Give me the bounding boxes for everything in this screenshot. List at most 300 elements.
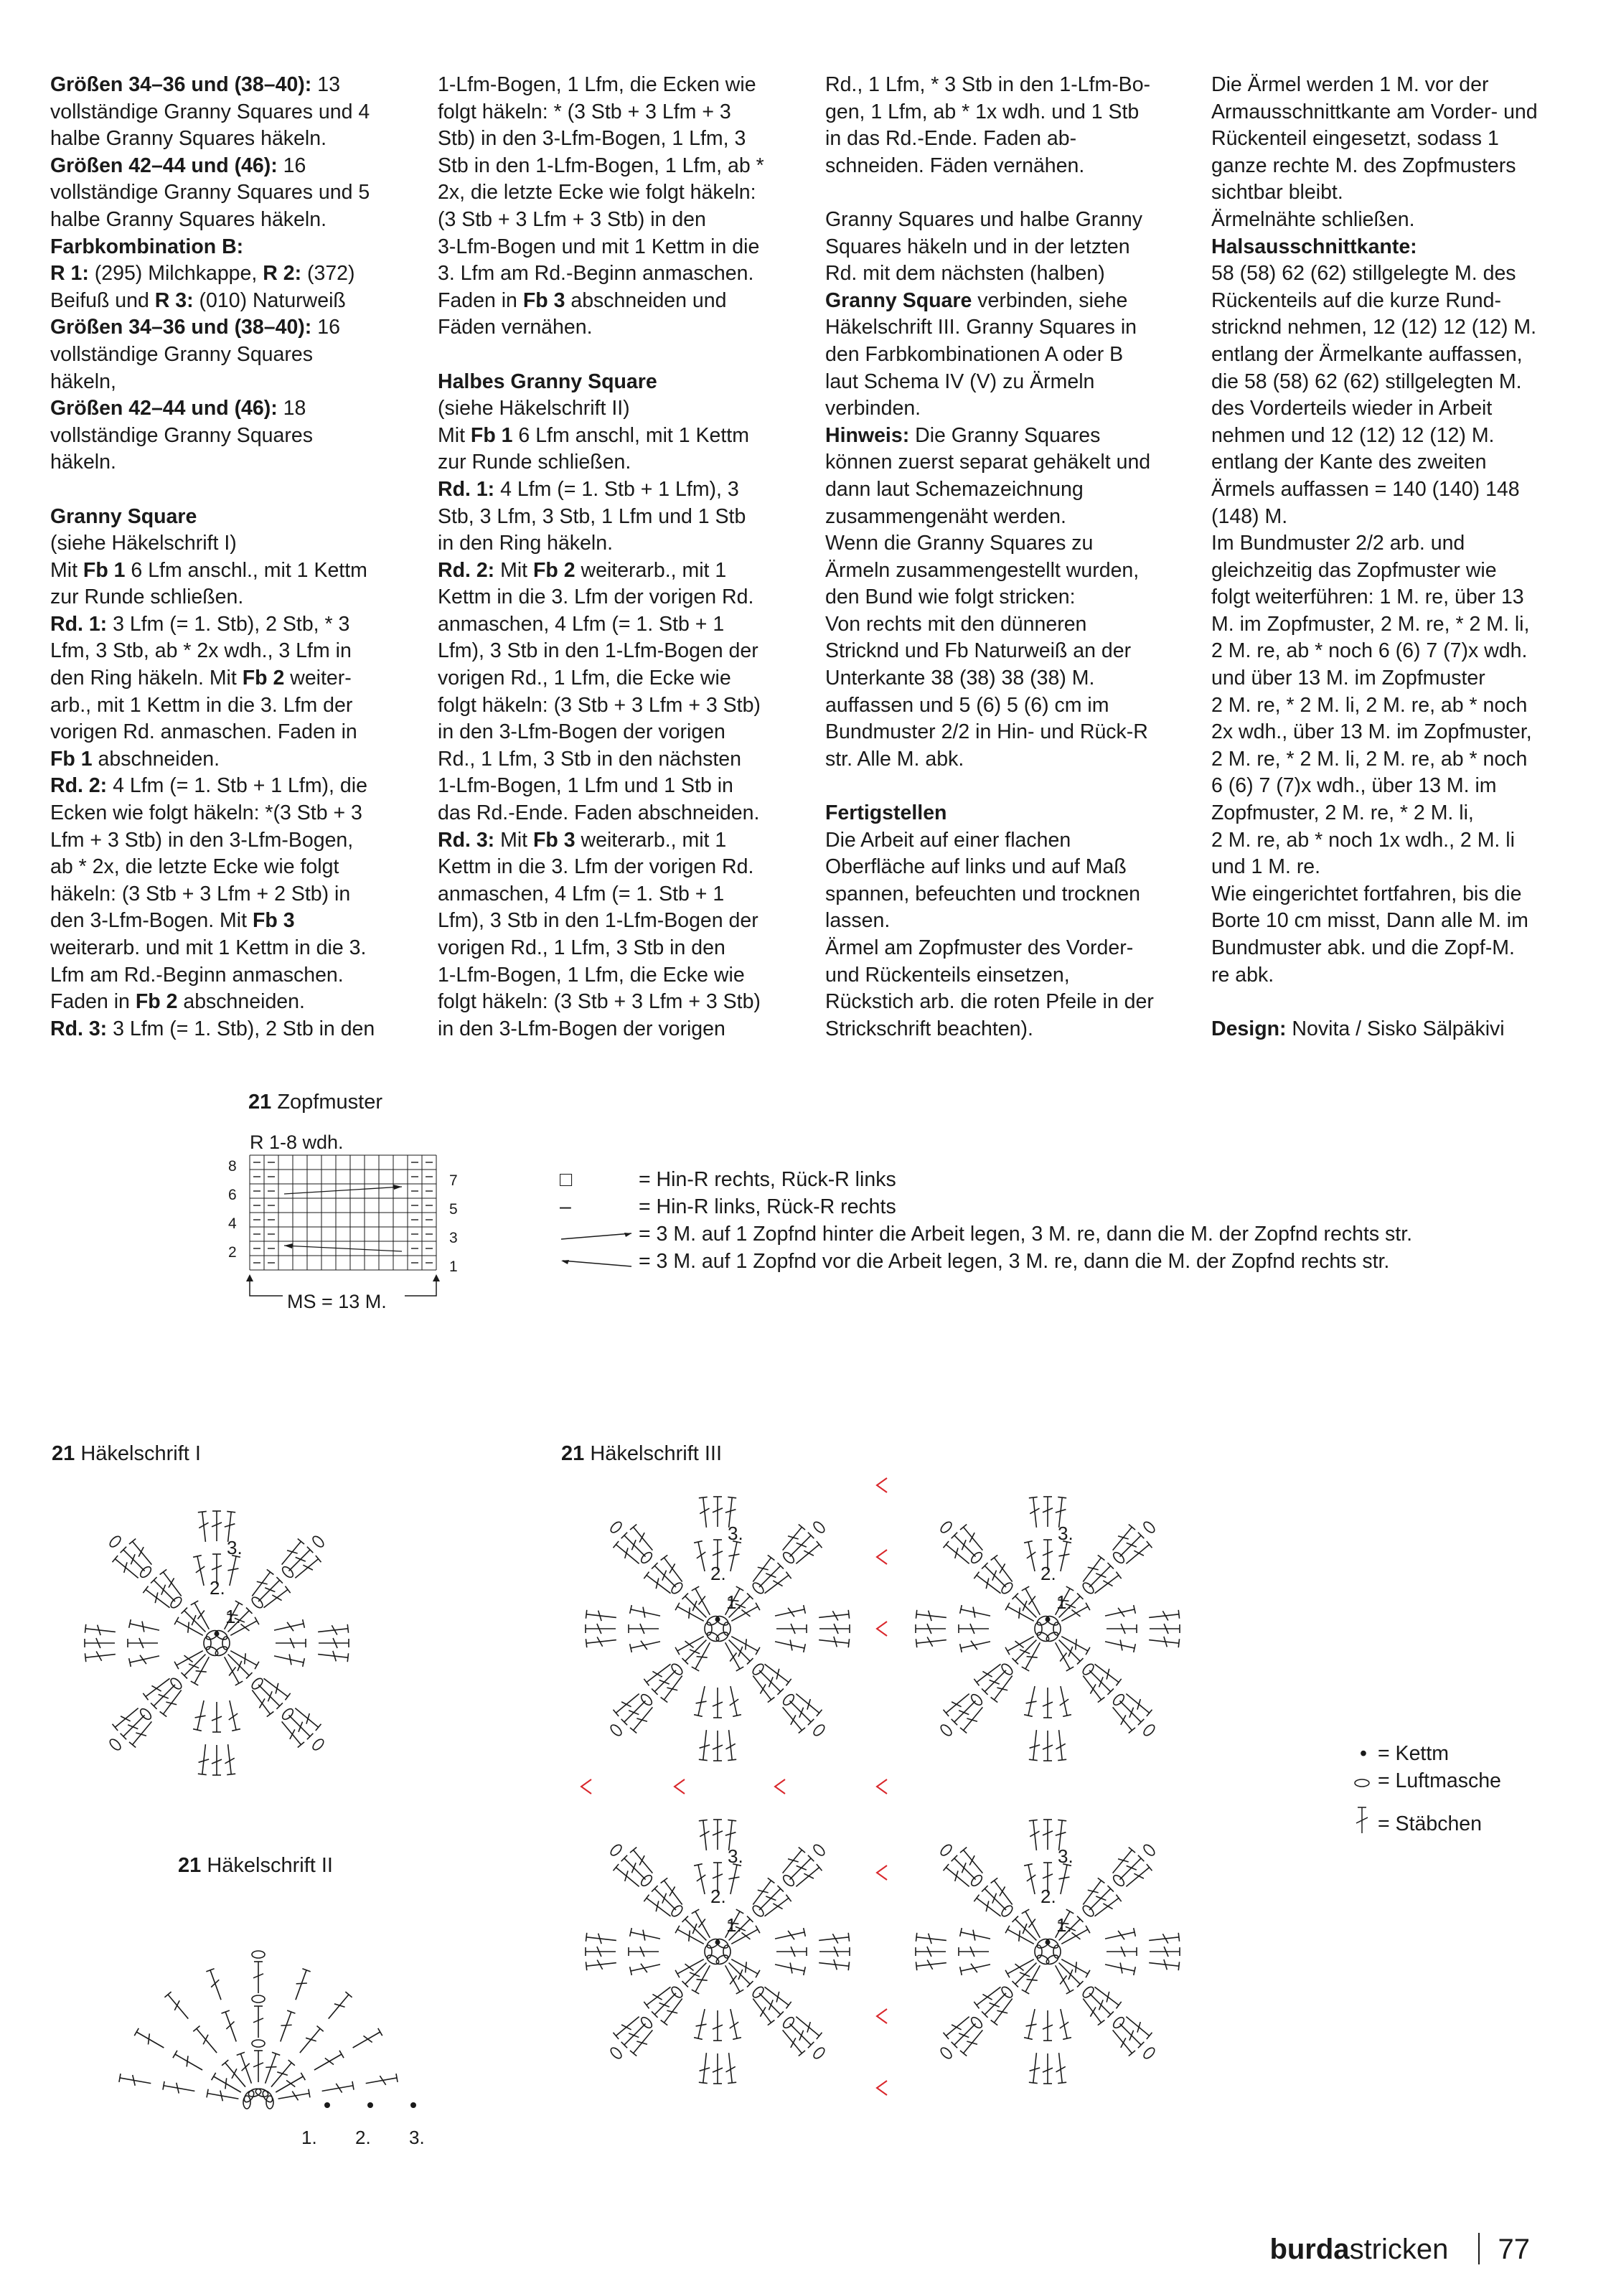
stitch-stb-bar — [685, 1641, 694, 1647]
stitch-stb-top — [227, 1511, 235, 1512]
stitch-stb — [228, 1744, 232, 1774]
stitch-stb-bar — [232, 2069, 237, 2079]
stitch-stb-bar — [766, 1896, 776, 1901]
stitch-stb-bar — [730, 1975, 736, 1984]
stitch-stb — [274, 1656, 304, 1662]
paragraph: Granny Squares und halbe Granny Squares häkeln und in der letzten Rd. mit dem nächsten (halben) Granny Square verbinden, siehe Häkelschrift III. Granny Squares in den Farbkombinationen A oder B laut Schema IV (V) zu Ärmeln verbinden. — [825, 207, 1143, 420]
stitch-stb-bar — [807, 2022, 810, 2033]
stitch-stb-bar — [690, 1650, 700, 1654]
stitch-stb-bar — [225, 2078, 227, 2089]
stitch-stb-bar — [1096, 1896, 1106, 1901]
stitch-stb — [1061, 1959, 1088, 1974]
stitch-ch — [311, 1535, 326, 1549]
stitch-stb-bar — [192, 1615, 196, 1625]
stitch-stb-bar — [1015, 1641, 1024, 1647]
paragraph: Größen 42–44 und (46): 16 vollständige Granny Squares und 5 halbe Granny Squares häkeln. — [50, 154, 370, 231]
stitch-stb-bar — [769, 1677, 773, 1687]
stitch-stb — [197, 2028, 217, 2053]
stitch-stb — [1007, 1637, 1034, 1651]
stitch-stb — [677, 1959, 704, 1974]
stitch-stb — [731, 1865, 737, 1894]
stitch-stb — [197, 1700, 204, 1730]
stitch-stb-top — [675, 1970, 680, 1977]
stitch-stb-top — [1066, 1909, 1074, 1914]
paragraph: 1-Lfm-Bogen, 1 Lfm, die Ecken wie folgt häkeln: * (3 Stb + 3 Lfm + 3 Stb) in den 3-Lfm-Bogen, 1 Lfm, 3 Stb in den 1-Lfm-Bogen, 1 Lfm, ab * 2x, die letzte Ecke wie folgt häkeln: (3 Stb + 3 Lfm + 3 Stb) in den 3-Lfm-Bogen und mit 1 Kettm in die 3. Lfm am Rd.-Beginn anmaschen. Faden in Fb 3 abschneiden und Fäden vernähen. — [438, 73, 764, 339]
stitch-stb-bar — [287, 1551, 298, 1553]
stitch-stb-bar — [629, 2033, 639, 2038]
stitch-stb-bar — [306, 2038, 316, 2041]
stitch-stb-top — [1058, 2082, 1066, 2083]
stitch-stb-bar — [791, 1715, 796, 1725]
stitch-stb-top — [974, 1895, 979, 1902]
stitch-stb-bar — [621, 2025, 631, 2030]
arrow-head — [284, 1243, 293, 1248]
stitch-slip — [215, 1632, 220, 1637]
stitch-stb-top — [1086, 1603, 1090, 1610]
stitch-stb — [300, 2028, 320, 2053]
stitch-stb-bar — [1019, 1931, 1020, 1942]
stitch-stb-top — [848, 1962, 849, 1970]
stitch-stb-bar — [281, 2025, 291, 2026]
stitch-stb — [1025, 1589, 1040, 1615]
stitch-stb-bar — [769, 2000, 773, 2010]
cable-back-arrow-icon — [560, 1226, 639, 1241]
stitch-stb — [677, 1606, 704, 1621]
stitch-stb-bar — [629, 1711, 639, 1715]
stitch-stb — [240, 2053, 251, 2083]
brand-name: stricken — [1349, 2234, 1449, 2265]
stitch-stb — [1149, 1963, 1179, 1967]
stitch-stb-bar — [990, 1680, 1000, 1684]
stitch-stb-bar — [1027, 1980, 1038, 1981]
stitch-stb-bar — [138, 1547, 144, 1557]
round-label: 1. — [726, 1914, 742, 1936]
stitch-stb-top — [1086, 1970, 1090, 1977]
ms-bracket — [405, 1280, 436, 1296]
stitch-stb-bar — [730, 1652, 736, 1661]
red-join-arrow — [877, 1550, 887, 1564]
stitch-stb-top — [378, 2028, 382, 2036]
stitch-stb-bar — [738, 1647, 743, 1657]
stitch-stb — [214, 2076, 241, 2092]
stitch-stb-bar — [265, 1588, 275, 1592]
stitch-stb-bar — [149, 2033, 150, 2044]
stitch-stb-top — [134, 2028, 138, 2036]
zopf-row-left-2: 2 — [228, 1244, 237, 1261]
stitch-stb — [329, 1995, 349, 2019]
stitch-stb-bar — [804, 1873, 814, 1878]
round-label: 1. — [726, 1591, 742, 1613]
stitch-stb-top — [974, 1679, 979, 1686]
stitch-stb — [631, 1932, 660, 1939]
stitch-stb-top — [644, 1895, 649, 1902]
stitch-stb-top — [1098, 1878, 1105, 1883]
stitch-ch — [108, 1535, 123, 1549]
red-join-arrow — [877, 2009, 887, 2023]
cable-front-arrow — [284, 1246, 402, 1251]
stitch-stb-top — [1086, 1926, 1090, 1933]
round-label: 2. — [710, 1886, 726, 1907]
stitch-stb-bar — [1060, 1652, 1066, 1661]
stitch-stb-bar — [1020, 1972, 1030, 1977]
stitch-stb-top — [1116, 1572, 1121, 1579]
stitch-stb-bar — [1060, 1975, 1066, 1984]
stitch-ch — [609, 1843, 624, 1858]
stitch-stb — [210, 1970, 221, 2000]
stitch-stb-bar — [1121, 2038, 1126, 2048]
stitch-stb-top — [661, 2020, 668, 2025]
stitch-stb — [586, 1614, 616, 1618]
stitch-stb — [1105, 1642, 1135, 1648]
stitch-stb-top — [163, 2081, 164, 2090]
stitch-stb-top — [235, 1681, 243, 1685]
stitch-stb — [916, 1614, 946, 1618]
stitch-stb-bar — [952, 1702, 962, 1707]
stitch-stb-top — [1116, 1895, 1121, 1902]
stitch-stb — [695, 1642, 710, 1669]
stitch-stb-bar — [240, 1624, 249, 1630]
stitch-stb-bar — [625, 1871, 628, 1881]
stitch-stb — [136, 2032, 164, 2048]
stitch-stb-bar — [238, 1661, 242, 1671]
stitch-stb-top — [173, 2051, 177, 2058]
stitch-stb-top — [736, 1909, 743, 1914]
stitch-stb-bar — [299, 1722, 303, 1732]
paragraph: Fertigstellen — [825, 801, 947, 825]
stitch-stb-bar — [741, 1932, 750, 1939]
red-join-arrow — [877, 1478, 887, 1492]
stitch-ch — [1142, 1723, 1157, 1738]
stitch-stb-top — [1005, 1970, 1010, 1977]
stitch-stb-top — [1022, 1909, 1029, 1914]
zopf-row-right-3: 3 — [449, 1230, 458, 1246]
chart-h2 — [50, 1887, 481, 2160]
stitch-ch — [609, 1723, 624, 1738]
stitch-stb-top — [267, 1711, 274, 1716]
stitch-stb-bar — [797, 1543, 807, 1547]
stitch-stb — [731, 1542, 737, 1571]
stitch-stb-bar — [136, 1733, 146, 1736]
stitch-ch — [812, 2046, 827, 2061]
stitch-stb-bar — [738, 1970, 743, 1980]
stitch-stb-top — [309, 2089, 310, 2098]
stitch-stb — [725, 1965, 740, 1992]
purl-dash-icon: – — [560, 1195, 571, 1218]
stitch-stb — [1025, 1965, 1040, 1992]
stitch-stb — [318, 1629, 348, 1632]
stitch-stb-bar — [631, 1863, 636, 1873]
stitch-stb — [819, 1640, 849, 1644]
stitch-stb-bar — [952, 2025, 962, 2030]
text-column-1 — [50, 72, 409, 1043]
stitch-slip — [324, 2102, 330, 2108]
stitch-stb-top — [736, 1990, 743, 1994]
stitch-stb — [230, 1556, 236, 1586]
stitch-stb-top — [267, 1569, 274, 1574]
stitch-stb — [130, 1624, 159, 1630]
symbol-legend-staebchen: = Stäbchen — [1349, 1811, 1482, 1838]
paragraph: (siehe Häkelschrift II) Mit Fb 1 6 Lfm anschl, mit 1 Kettm zur Runde schließen. — [438, 397, 749, 474]
stitch-stb — [202, 1744, 206, 1774]
paragraph: (siehe Häkelschrift I) Mit Fb 1 6 Lfm anschl., mit 1 Kettm zur Runde schließen. — [50, 532, 367, 609]
paragraph: Rd. 1: 4 Lfm (= 1. Stb + 1 Lfm), 3 Stb, 3 Lfm, 3 Stb, 1 Lfm und 1 Stb in den Ring häkeln. — [438, 477, 746, 555]
stitch-stb-top — [301, 2073, 305, 2080]
stitch-stb-bar — [1127, 1543, 1137, 1547]
stitch-stb-top — [699, 2082, 708, 2083]
stitch-stb — [695, 1589, 710, 1615]
stitch-stb-bar — [689, 1931, 690, 1942]
stitch-stb-top — [661, 1878, 668, 1883]
stitch-stb — [230, 1651, 257, 1665]
zopf-repeat: R 1-8 wdh. — [250, 1131, 344, 1153]
stitch-stb-bar — [746, 1639, 747, 1650]
stitch-stb-bar — [639, 1855, 644, 1866]
stitch-stb-top — [786, 1895, 791, 1902]
stitch-stb — [276, 2076, 303, 2092]
stitch-stb-top — [212, 2073, 216, 2080]
stitch-stb-bar — [1023, 1924, 1027, 1934]
stitch-stb-bar — [1071, 1609, 1080, 1616]
stitch-stb — [703, 2053, 707, 2083]
stitch-stb-top — [768, 2020, 775, 2025]
stitch-stb-bar — [967, 2041, 977, 2044]
stitch-stb-top — [974, 2002, 979, 2009]
stitch-stb-bar — [121, 1716, 131, 1721]
paragraph: Granny Square — [50, 504, 197, 528]
stitch-stb-top — [339, 2051, 344, 2058]
chain-stitch-icon — [1349, 1773, 1378, 1787]
stitch-stb-top — [1029, 1759, 1038, 1760]
stitch-stb-bar — [959, 2033, 969, 2038]
stitch-stb-top — [974, 1572, 979, 1579]
stitch-stb — [1007, 1959, 1034, 1974]
stitch-stb — [266, 2053, 276, 2083]
stitch-stb-bar — [746, 1962, 747, 1972]
stitch-stb-top — [675, 1647, 680, 1655]
stitch-stb — [586, 1937, 616, 1941]
stitch-ch — [311, 1738, 326, 1752]
red-join-arrow — [877, 1622, 887, 1636]
stitch-stb-top — [198, 1511, 207, 1512]
stitch-stb-top — [1005, 1603, 1010, 1610]
stitch-stb-bar — [1137, 1699, 1140, 1710]
stitch-stb — [353, 2032, 380, 2048]
stitch-ch — [705, 1630, 720, 1643]
stitch-stb-bar — [1019, 1608, 1020, 1619]
stitch-stb-top — [174, 1617, 179, 1624]
stitch-stb — [318, 1655, 348, 1658]
zopf-row-right-7: 7 — [449, 1172, 458, 1189]
stitch-stb — [631, 1609, 660, 1616]
stitch-stb — [703, 1820, 707, 1850]
red-join-arrow — [877, 1866, 887, 1880]
stitch-stb-top — [285, 1693, 290, 1700]
stitch-stb-bar — [1071, 1932, 1080, 1939]
paragraph: Halsausschnittkante: — [1211, 235, 1417, 258]
round-label: 1. — [1056, 1591, 1072, 1613]
stitch-stb-bar — [1028, 1596, 1035, 1605]
red-join-arrow — [877, 2081, 887, 2095]
stitch-ch — [1035, 1630, 1051, 1643]
stitch-stb-bar — [697, 1980, 708, 1981]
stitch-stb-bar — [697, 1657, 708, 1658]
stitch-stb-bar — [131, 1554, 135, 1564]
paragraph: Größen 34–36 und (38–40): 16 vollständige Granny Squares häkeln, — [50, 316, 340, 393]
stitch-slip — [715, 1940, 720, 1945]
stitch-stb — [85, 1629, 116, 1632]
stitch-stb-bar — [184, 1655, 193, 1662]
footer-divider — [1478, 2233, 1480, 2264]
stitch-stb-top — [285, 1586, 290, 1594]
stitch-stb — [916, 1640, 946, 1644]
stitch-stb-top — [1116, 1679, 1121, 1686]
cable-back-arrow — [284, 1187, 402, 1194]
stitch-stb-bar — [211, 1980, 219, 1987]
stitch-stb-top — [1005, 1647, 1010, 1655]
stitch-stb-top — [848, 1933, 849, 1942]
stitch-stb-top — [1066, 1586, 1074, 1591]
stitch-stb-bar — [306, 1713, 309, 1724]
stitch-ch — [705, 1953, 720, 1966]
stitch-stb — [819, 1614, 849, 1618]
zopf-grid — [250, 1155, 436, 1277]
stitch-stb — [225, 1657, 239, 1683]
stitch-stb — [703, 1497, 707, 1528]
stitch-stb — [164, 2086, 194, 2092]
round-label: 3. — [728, 1523, 743, 1544]
stitch-slip — [1046, 1617, 1051, 1622]
stitch-stb-bar — [992, 1571, 997, 1581]
zopf-title: 21 Zopfmuster — [248, 1091, 382, 1114]
stitch-stb-top — [1178, 1639, 1179, 1647]
zopf-row-right-5: 5 — [449, 1201, 458, 1218]
stitch-stb-bar — [1137, 2022, 1140, 2033]
stitch-ch — [1142, 1520, 1157, 1535]
stitch-stb — [698, 1686, 705, 1716]
text-column-3 — [825, 72, 1184, 1043]
stitch-stb — [586, 1640, 616, 1644]
stitch-stb — [281, 2012, 291, 2041]
stitch-stb-bar — [1099, 1677, 1103, 1687]
stitch-stb-bar — [662, 1571, 667, 1581]
stitch-stb-top — [644, 1679, 649, 1686]
stitch-ch — [205, 1645, 220, 1657]
stitch-stb-bar — [766, 1573, 776, 1578]
stitch-stb — [916, 1963, 946, 1967]
red-join-arrow — [581, 1779, 591, 1794]
stitch-stb-top — [991, 2020, 998, 2025]
stitch-stb-bar — [955, 1871, 958, 1881]
stitch-stb-bar — [187, 2056, 188, 2066]
stitch-stb — [271, 2063, 291, 2087]
stitch-stb-bar — [962, 1540, 966, 1550]
brand-bold: burda — [1269, 2234, 1350, 2265]
stitch-stb-top — [728, 2082, 736, 2083]
stitch-stb-top — [692, 1667, 699, 1671]
stitch-stb-top — [160, 1711, 167, 1716]
stitch-stb-top — [347, 1624, 348, 1633]
stitch-stb — [1056, 1642, 1070, 1669]
zopf-row-left-6: 6 — [228, 1187, 237, 1203]
stitch-stb-top — [1005, 1926, 1010, 1933]
stitch-stb-bar — [1129, 2031, 1134, 2041]
stitch-stb-bar — [1020, 1650, 1030, 1654]
zopf-ms: MS = 13 M. — [287, 1291, 387, 1312]
page-number: 77 — [1498, 2234, 1530, 2265]
stitch-stb — [1033, 1820, 1037, 1850]
stitch-stb-top — [1066, 1990, 1074, 1994]
text-column-2 — [438, 72, 797, 1043]
paragraph: Rd. 1: 3 Lfm (= 1. Stb), 2 Stb, * 3 Lfm, 3 Stb, ab * 2x wdh., 3 Lfm in den Ring häkeln. Mit Fb 2 weiter- arb., mit 1 Kettm in die 3. Lfm der vorigen Rd. anmaschen. Faden in Fb 1 abschneiden. — [50, 612, 357, 771]
stitch-stb-top — [675, 1926, 680, 1933]
stitch-stb-top — [692, 1909, 699, 1914]
stitch-stb — [677, 1929, 704, 1944]
stitch-stb-top — [661, 1555, 668, 1560]
stitch-stb-bar — [1118, 1859, 1129, 1862]
stitch-stb-bar — [698, 1596, 705, 1605]
stitch-stb-top — [786, 1572, 791, 1579]
stitch-stb-bar — [128, 1725, 138, 1729]
stitch-stb — [1028, 1686, 1035, 1716]
stitch-stb — [1149, 1937, 1179, 1941]
stitch-stb — [1149, 1640, 1179, 1644]
chart-h1-title: 21 Häkelschrift I — [52, 1442, 201, 1465]
stitch-stb-top — [756, 1970, 760, 1977]
stitch-stb-bar — [1127, 1866, 1137, 1870]
stitch-stb-top — [235, 1601, 243, 1605]
paragraph: Rd. 2: Mit Fb 2 weiterarb., mit 1 Kettm in die 3. Lfm der vorigen Rd. anmaschen, 4 Lfm (= 1. Stb + 1 Lfm), 3 Stb in den 1-Lfm-Bogen der vorigen Rd., 1 Lfm, die Ecke wie folgt häkeln: (3 Stb + 3 Lfm + 3 Stb) in den 3-Lfm-Bogen der vorigen Rd., 1 Lfm, 3 Stb in den nächsten 1-Lfm-Bogen, 1 Lfm und 1 Stb in das Rd.-Ende. Faden abschneiden. — [438, 558, 761, 825]
round-label: 1. — [225, 1606, 241, 1627]
stitch-stb — [819, 1963, 849, 1967]
stitch-stb-bar — [698, 1919, 705, 1928]
stitch-stb-top — [756, 1647, 760, 1655]
stitch-stb — [1149, 1614, 1179, 1618]
stitch-stb — [729, 2053, 733, 2083]
paragraph: Halbes Granny Square — [438, 370, 657, 393]
stitch-stb-bar — [969, 1533, 974, 1543]
stitch-ch — [252, 2040, 265, 2047]
stitch-stb-bar — [659, 1680, 670, 1684]
paragraph: R 1: (295) Milchkappe, R 2: (372) Beifuß und R 3: (010) Naturweiß — [50, 262, 355, 312]
stitch-stb-bar — [161, 1585, 166, 1595]
stitch-stb-bar — [788, 1536, 799, 1539]
stitch-stb-bar — [659, 2003, 670, 2007]
round-label: 2. — [210, 1577, 225, 1599]
stitch-stb — [225, 2063, 245, 2087]
stitch-stb-bar — [1027, 1657, 1038, 1658]
stitch-stb-top — [352, 2081, 354, 2090]
stitch-stb — [202, 1512, 206, 1542]
stitch-stb-top — [1178, 1610, 1179, 1619]
stitch-stb-bar — [625, 1548, 628, 1558]
stitch-stb-top — [143, 1586, 148, 1594]
stitch-stb-top — [756, 1603, 760, 1610]
stitch-ch — [609, 1520, 624, 1535]
stitch-stb-top — [991, 1878, 998, 1883]
stitch-stb-top — [1178, 1962, 1179, 1970]
stitch-stb — [314, 2054, 342, 2070]
stitch-stb-bar — [1068, 1970, 1073, 1980]
stitch-stb-bar — [1099, 2000, 1103, 2010]
stitch-stb-top — [1066, 1667, 1074, 1671]
stitch-stb-top — [991, 1697, 998, 1702]
stitch-stb-bar — [692, 1601, 697, 1611]
legend-row-knit: □ = Hin-R rechts, Rück-R links — [560, 1167, 896, 1193]
paragraph: Rd., 1 Lfm, * 3 Stb in den 1-Lfm-Bo- gen, 1 Lfm, ab * 1x wdh. und 1 Stb in das Rd.-Ende. Faden ab- schneiden. Fäden vernähen. — [825, 73, 1151, 177]
stitch-stb-top — [675, 1603, 680, 1610]
stitch-stb-bar — [1028, 1919, 1035, 1928]
round-label: 3. — [728, 1845, 743, 1867]
